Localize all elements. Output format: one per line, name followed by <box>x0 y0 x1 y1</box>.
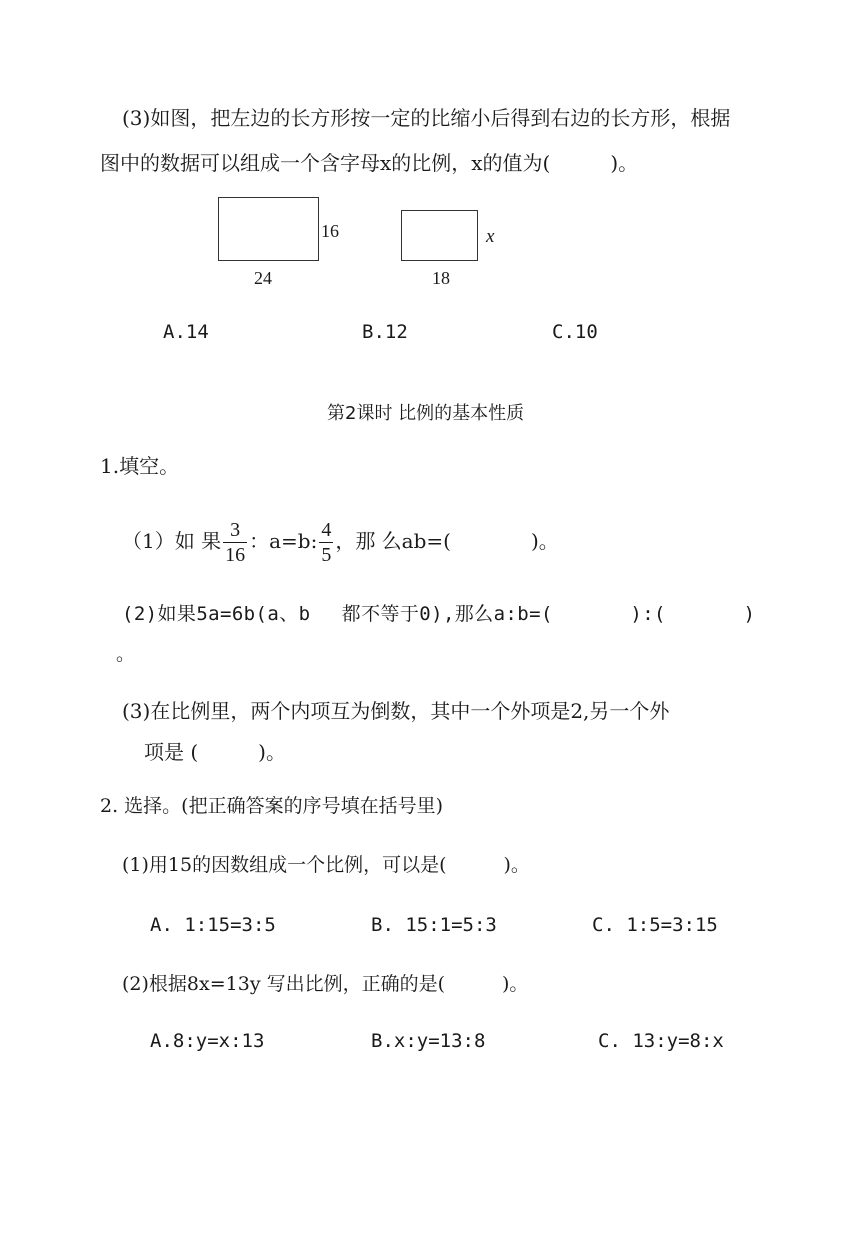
choice-2-option-a: A.8:y=x:13 <box>150 1030 265 1052</box>
left-rectangle-height-label: 16 <box>321 221 339 241</box>
right-rectangle-height-label: x <box>486 226 495 247</box>
fraction-2-numerator: 4 <box>321 519 332 541</box>
section-1-heading: 1.填空。 <box>100 454 180 478</box>
fill-question-1 <box>122 514 559 568</box>
fill-question-1-suffix: ，那 么ab=( )。 <box>335 529 559 553</box>
question-3-line-2: 图中的数据可以组成一个含字母x的比例，x的值为( )。 <box>100 151 639 175</box>
fraction-2-denominator: 5 <box>321 544 332 566</box>
question-3-line-1: (3)如图，把左边的长方形按一定的比缩小后得到右边的长方形，根据 <box>122 106 731 130</box>
right-rectangle-width-label: 18 <box>432 268 450 288</box>
option-b: B.12 <box>362 321 408 343</box>
choice-1-option-a: A. 1:15=3:5 <box>150 914 276 936</box>
choice-2-option-c: C. 13:y=8:x <box>598 1030 724 1052</box>
option-a: A.14 <box>163 321 209 343</box>
left-rectangle <box>218 197 319 261</box>
choice-1-option-c: C. 1:5=3:15 <box>592 914 718 936</box>
fraction-3-16 <box>223 519 247 566</box>
choice-question-2: (2)根据8x=13y 写出比例，正确的是( )。 <box>122 973 529 995</box>
lesson-title: 第2课时 比例的基本性质 <box>327 403 525 424</box>
choice-question-1: (1)用15的因数组成一个比例，可以是( )。 <box>122 854 530 876</box>
fill-question-3-line-2: 项是 ( )。 <box>144 740 286 764</box>
right-rectangle <box>401 210 478 261</box>
option-c: C.10 <box>552 321 598 343</box>
fraction-1-denominator: 16 <box>225 544 246 566</box>
fraction-4-5 <box>319 519 333 566</box>
fill-question-2-line-1: (2)如果5a=6b(a、b 都不等于0),那么a:b=( ):( ) <box>122 603 756 625</box>
fill-question-1-middle: ：a=b: <box>249 529 318 553</box>
fill-question-3-line-1: (3)在比例里，两个内项互为倒数，其中一个外项是2,另一个外 <box>122 699 670 723</box>
choice-2-option-b: B.x:y=13:8 <box>371 1030 486 1052</box>
fill-question-2-line-2: 。 <box>116 643 136 665</box>
left-rectangle-width-label: 24 <box>254 268 272 288</box>
fill-question-1-prefix: （1）如 果 <box>122 529 222 553</box>
section-2-heading: 2. 选择。(把正确答案的序号填在括号里) <box>100 795 443 817</box>
fraction-1-numerator: 3 <box>223 519 247 543</box>
choice-1-option-b: B. 15:1=5:3 <box>371 914 497 936</box>
